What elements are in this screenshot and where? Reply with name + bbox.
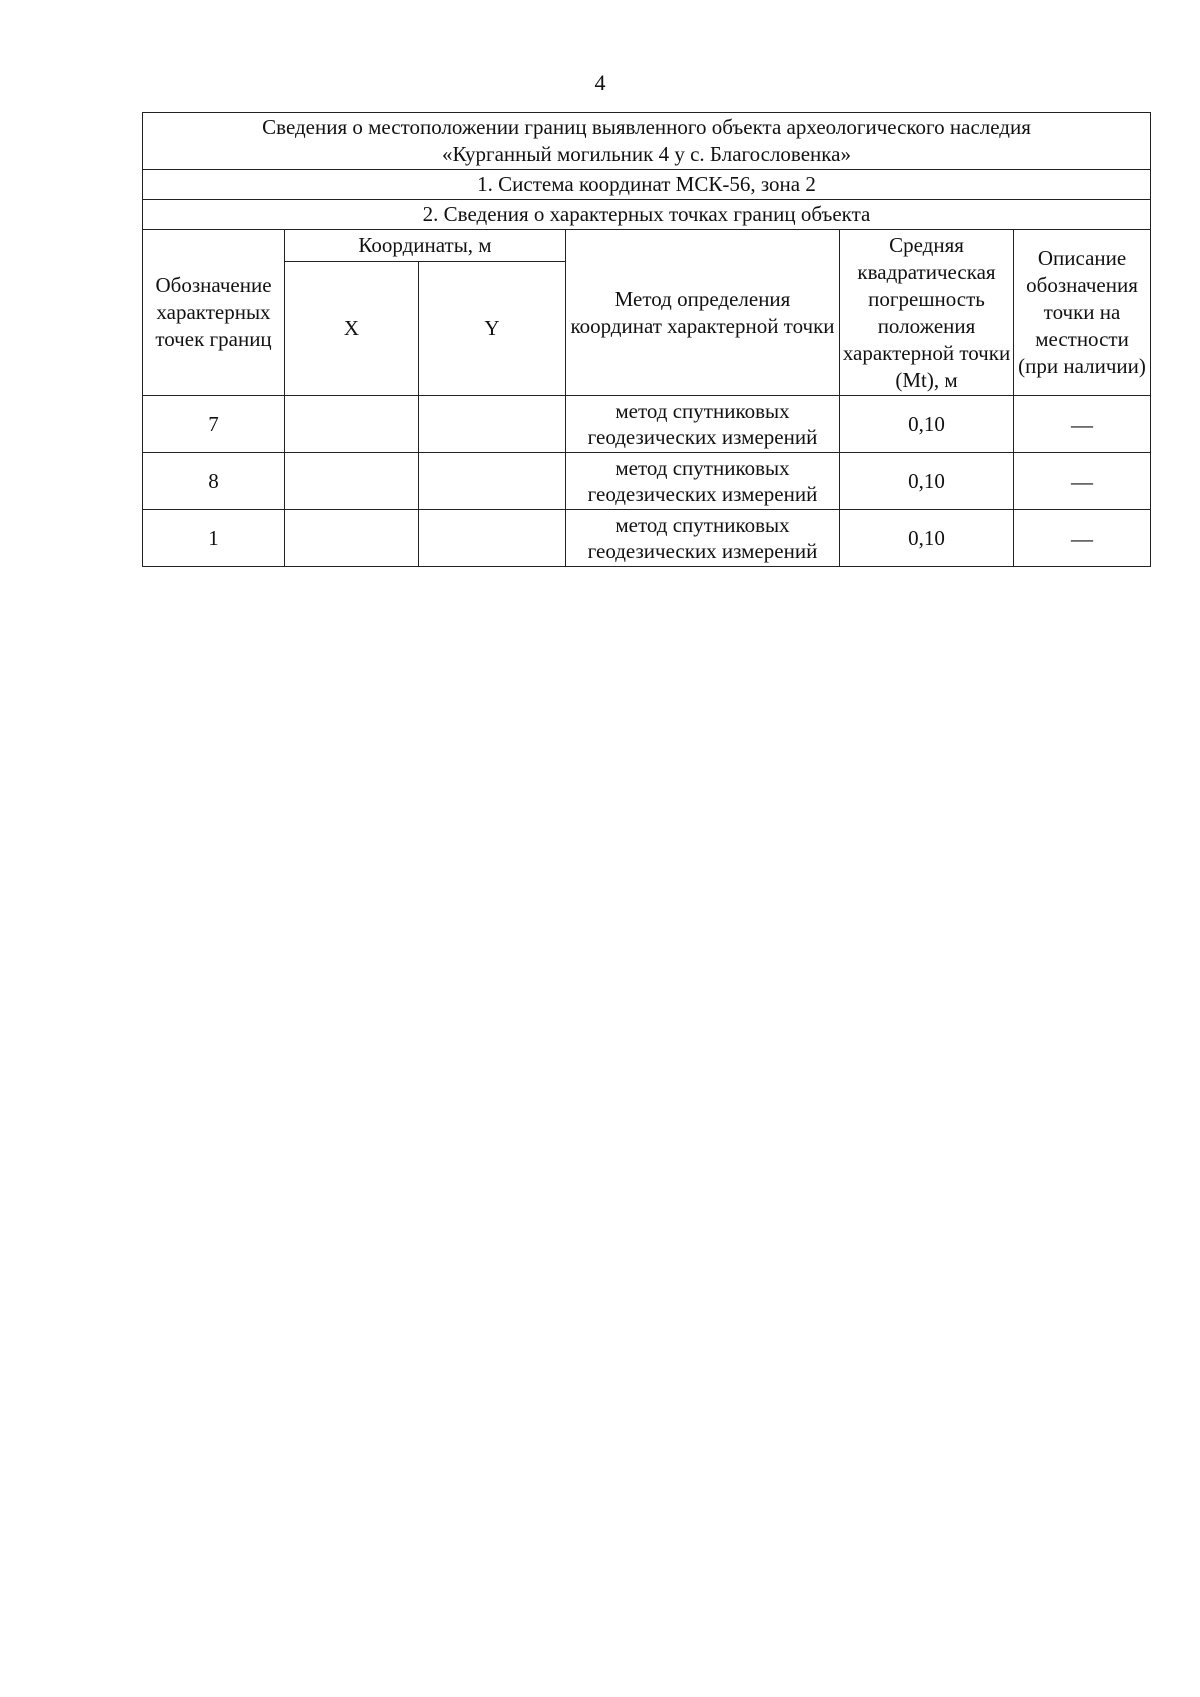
- coord-system-row: [143, 170, 1151, 200]
- cell-method: [566, 396, 840, 453]
- header-x: X: [285, 262, 419, 396]
- header-row-1: [143, 230, 1151, 262]
- header-coordinates: Координаты, м: [285, 230, 566, 262]
- cell-method: [566, 453, 840, 510]
- table-title-row: [143, 113, 1151, 170]
- cell-point: 1: [143, 510, 285, 567]
- cell-x: [285, 396, 419, 453]
- table-title-line2: «Курганный могильник 4 у с. Благословенка»: [442, 142, 851, 166]
- coord-system: 1. Система координат МСК-56, зона 2: [143, 170, 1151, 200]
- header-method: Метод определения координат характерной точки: [566, 230, 840, 396]
- cell-description: —: [1014, 510, 1151, 567]
- boundary-coordinates-table: [142, 112, 1151, 567]
- header-error: Средняя квадратическая погрешность положения характерной точки (Mt), м: [840, 230, 1014, 396]
- cell-error: 0,10: [840, 510, 1014, 567]
- cell-method-line1: метод спутниковых: [615, 399, 790, 423]
- cell-method-line1: метод спутниковых: [615, 513, 790, 537]
- cell-y: [419, 510, 566, 567]
- page-number: 4: [594, 70, 606, 95]
- cell-method-line1: метод спутниковых: [615, 456, 790, 480]
- cell-y: [419, 396, 566, 453]
- table-row: [143, 510, 1151, 567]
- table-row: [143, 453, 1151, 510]
- header-point-label: Обозначение характерных точек границ: [143, 230, 285, 396]
- cell-point: 7: [143, 396, 285, 453]
- cell-point: 8: [143, 453, 285, 510]
- cell-method-line2: геодезических измерений: [587, 482, 818, 506]
- cell-error: 0,10: [840, 453, 1014, 510]
- cell-method: [566, 510, 840, 567]
- cell-description: —: [1014, 396, 1151, 453]
- cell-x: [285, 510, 419, 567]
- cell-y: [419, 453, 566, 510]
- header-description: Описание обозначения точки на местности (при наличии): [1014, 230, 1151, 396]
- table-row: [143, 396, 1151, 453]
- points-info: 2. Сведения о характерных точках границ объекта: [143, 200, 1151, 230]
- cell-method-line2: геодезических измерений: [587, 425, 818, 449]
- table-title: [143, 113, 1151, 170]
- header-y: Y: [419, 262, 566, 396]
- points-info-row: [143, 200, 1151, 230]
- cell-description: —: [1014, 453, 1151, 510]
- table-title-line1: Сведения о местоположении границ выявленного объекта археологического наследия: [262, 115, 1031, 139]
- cell-x: [285, 453, 419, 510]
- cell-method-line2: геодезических измерений: [587, 539, 818, 563]
- cell-error: 0,10: [840, 396, 1014, 453]
